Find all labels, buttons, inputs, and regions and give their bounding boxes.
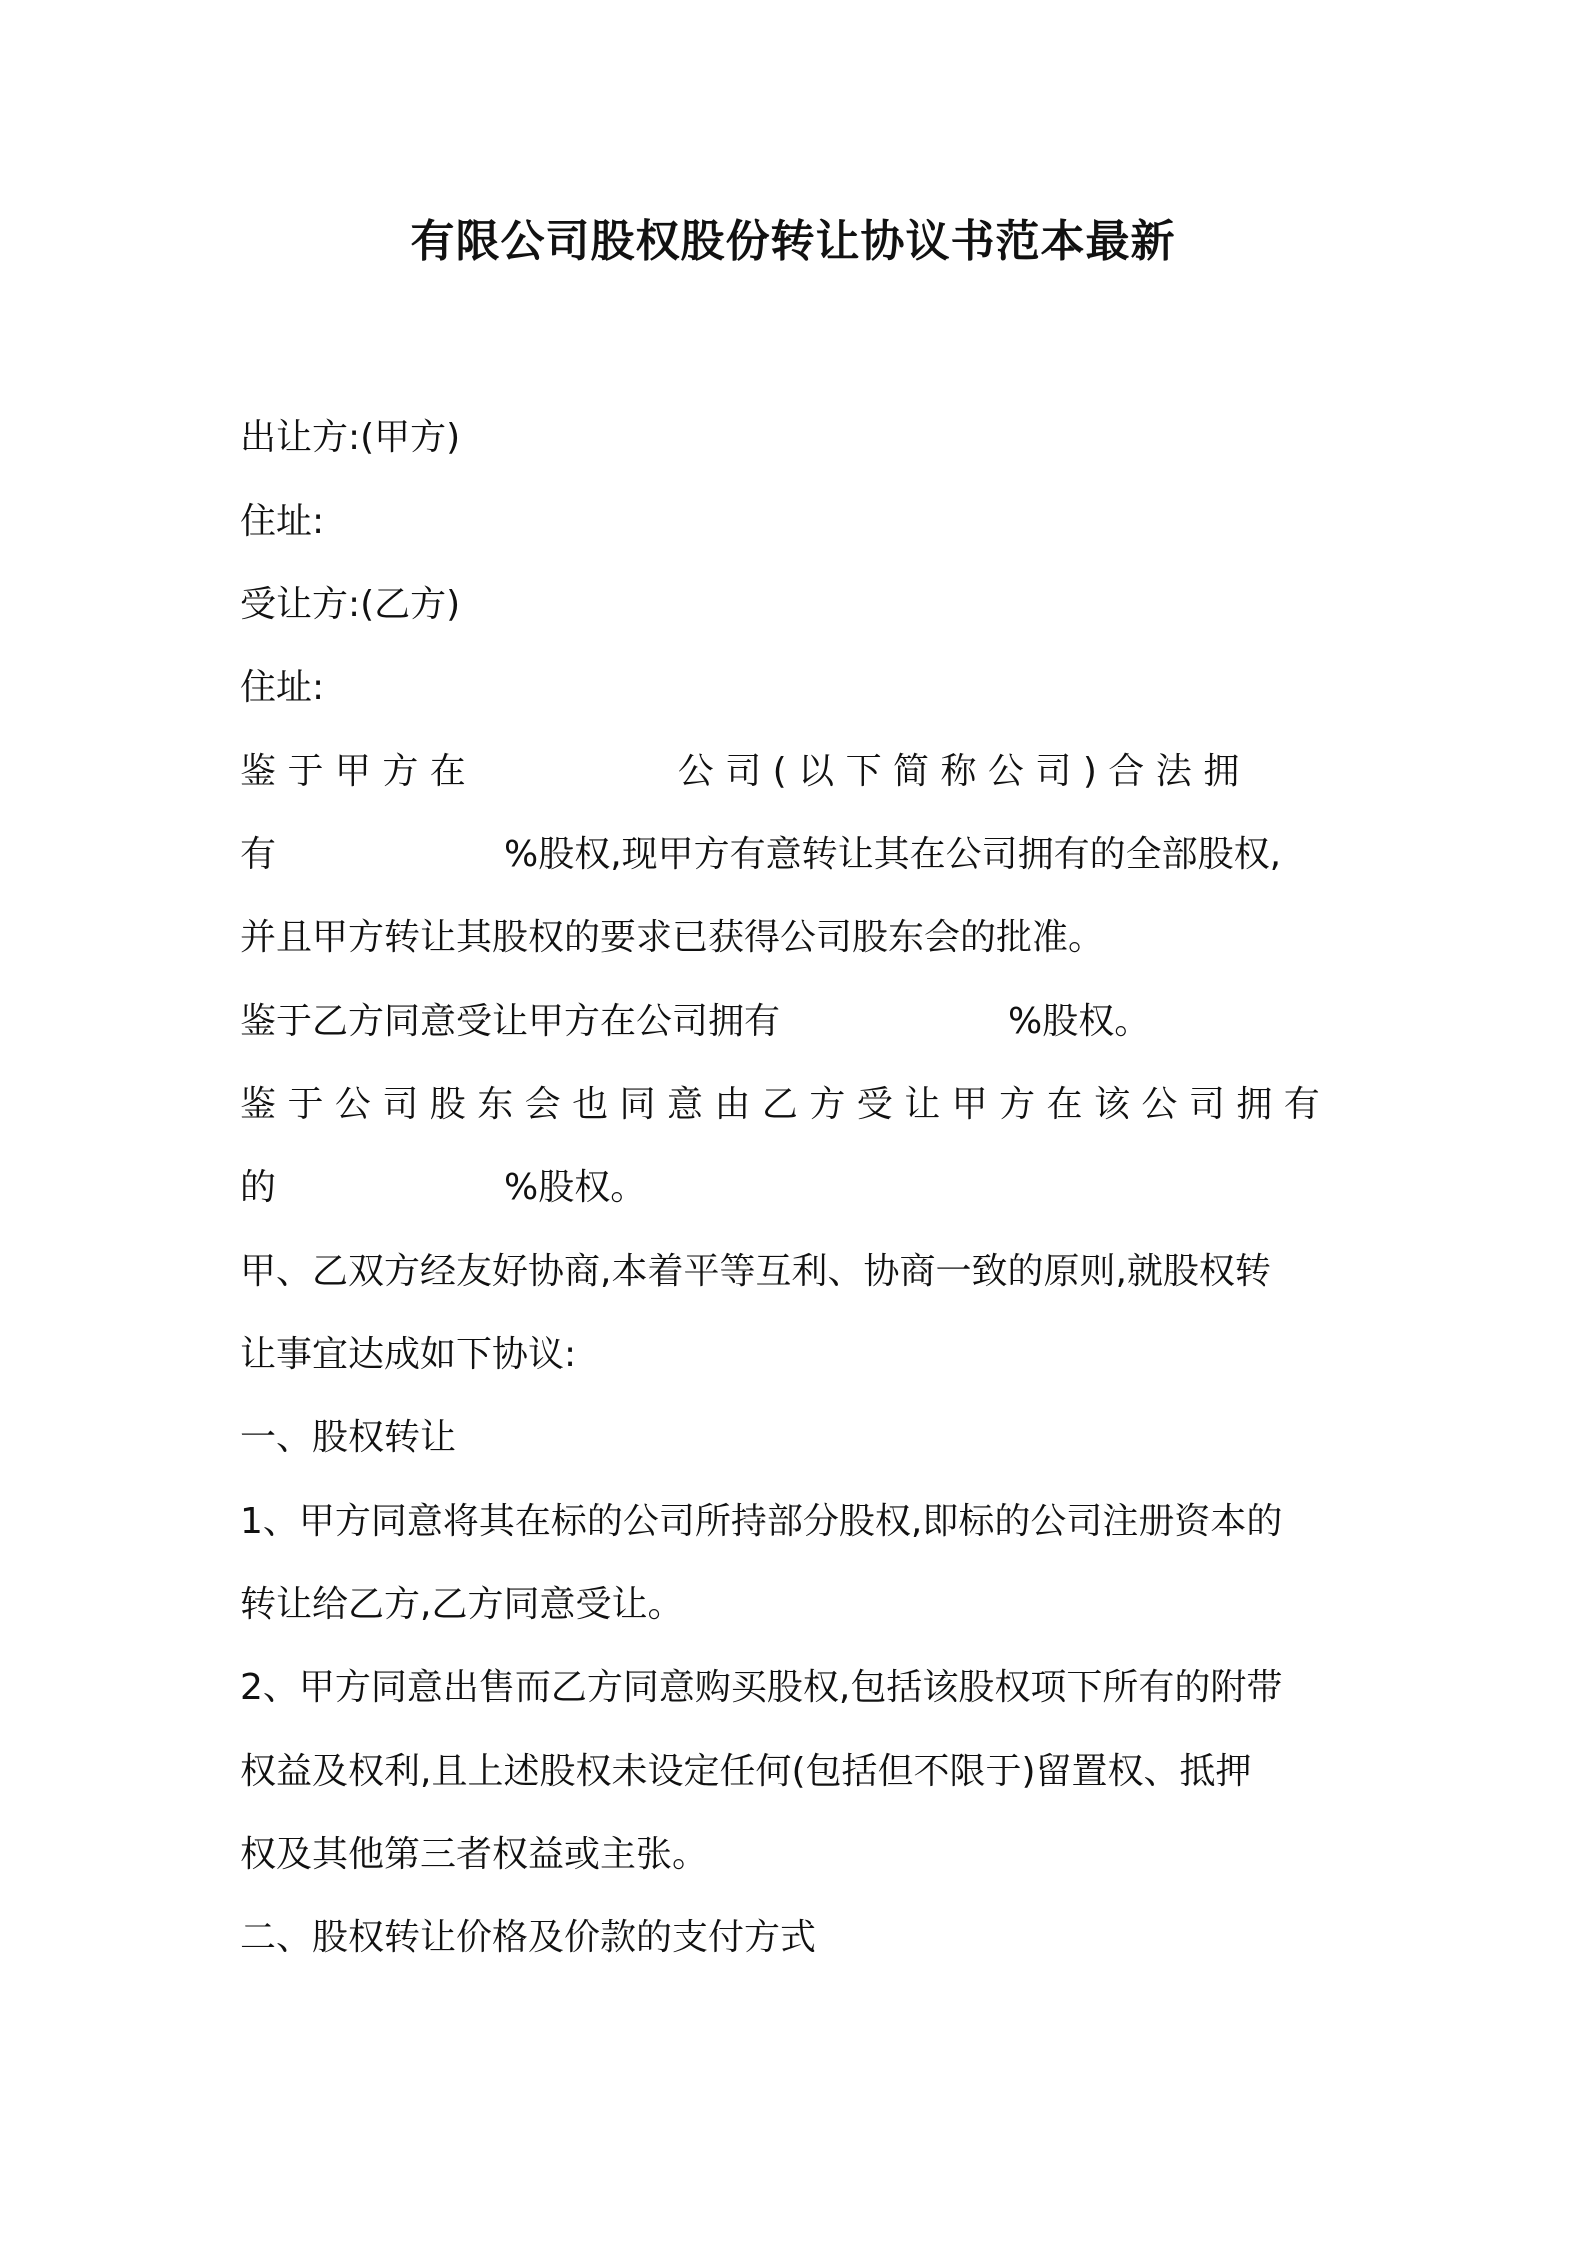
clause-2-line-3: 权及其他第三者权益或主张。 <box>240 1834 709 1875</box>
whereas-2-text-b: %股权。 <box>1008 1001 1151 1042</box>
whereas-1-text-a: 鉴 于 甲 方 在 <box>240 751 466 792</box>
whereas-3-line-1: 鉴 于 公 司 股 东 会 也 同 意 由 乙 方 受 让 甲 方 在 该 公 司 拥 有 <box>240 1084 1320 1125</box>
party-b-label: 受让方:(乙方) <box>240 584 461 625</box>
party-a-address: 住址: <box>240 501 325 542</box>
whereas-3-line-2-text-b: %股权。 <box>504 1167 647 1208</box>
document-title: 有限公司股权股份转让协议书范本最新 <box>410 216 1176 267</box>
whereas-2-text-a: 鉴于乙方同意受让甲方在公司拥有 <box>240 1001 781 1042</box>
whereas-1-line-2-text-a: 有 <box>240 834 277 875</box>
whereas-1-text-b: 公 司 ( 以 下 简 称 公 司 ) 合 法 拥 <box>677 751 1240 792</box>
preamble-line-2: 让事宜达成如下协议: <box>240 1334 577 1375</box>
clause-1-line-1: 1、甲方同意将其在标的公司所持部分股权,即标的公司注册资本的 <box>240 1501 1283 1542</box>
clause-1-line-2: 转让给乙方,乙方同意受让。 <box>240 1584 684 1625</box>
party-b-address: 住址: <box>240 667 325 708</box>
whereas-3-line-2 <box>240 1163 1352 1213</box>
clause-2-line-1: 2、甲方同意出售而乙方同意购买股权,包括该股权项下所有的附带 <box>240 1667 1283 1708</box>
section-2-heading: 二、股权转让价格及价款的支付方式 <box>240 1917 817 1958</box>
whereas-1-line-2 <box>240 830 1352 880</box>
whereas-3-line-2-text-a: 的 <box>240 1167 277 1208</box>
preamble-line-1: 甲、乙双方经友好协商,本着平等互利、协商一致的原则,就股权转 <box>240 1251 1271 1292</box>
party-a-label: 出让方:(甲方) <box>240 417 461 458</box>
whereas-1-line-1 <box>240 747 1352 797</box>
whereas-1-line-2-text-b: %股权,现甲方有意转让其在公司拥有的全部股权, <box>504 834 1282 875</box>
whereas-1-line-3: 并且甲方转让其股权的要求已获得公司股东会的批准。 <box>240 917 1105 958</box>
clause-2-line-2: 权益及权利,且上述股权未设定任何(包括但不限于)留置权、抵押 <box>240 1751 1252 1792</box>
section-1-heading: 一、股权转让 <box>240 1417 457 1458</box>
whereas-2-line <box>240 997 1352 1047</box>
